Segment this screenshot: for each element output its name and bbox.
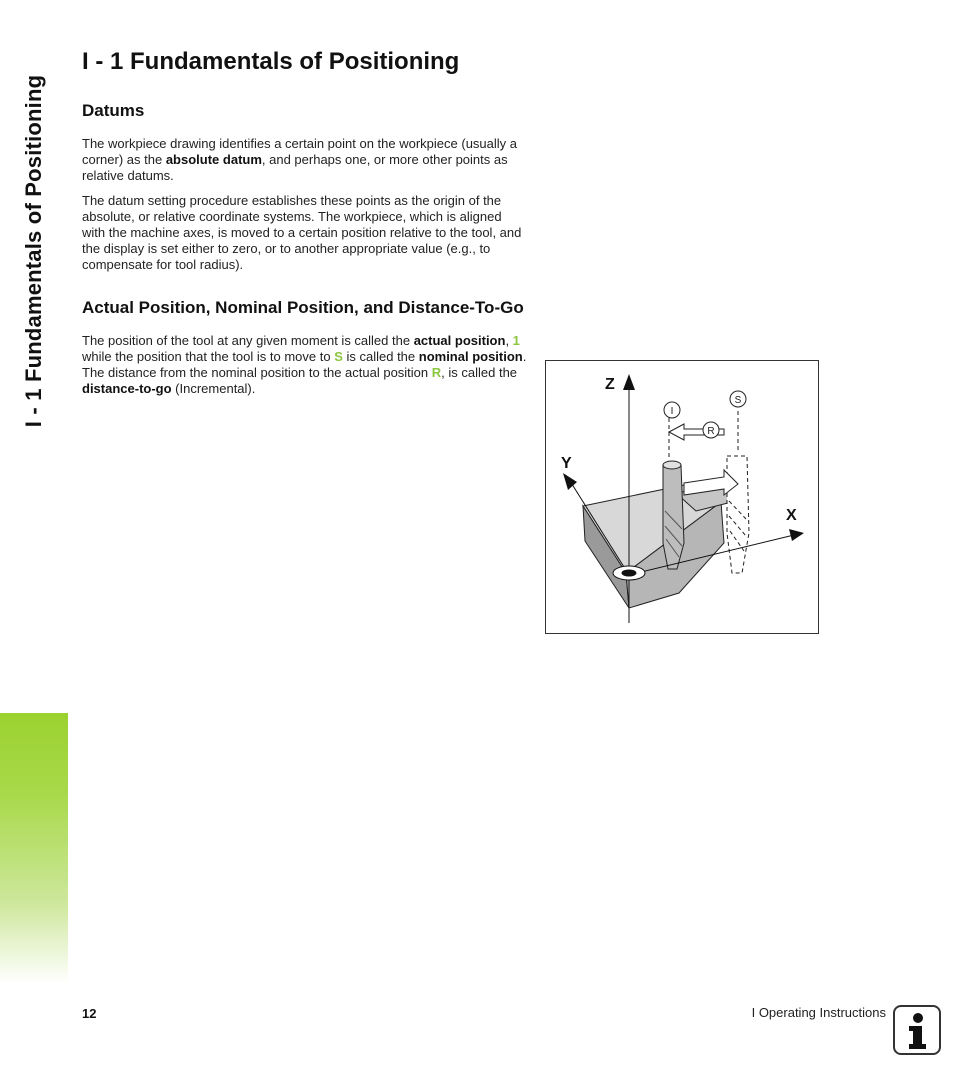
main-content xyxy=(82,46,527,397)
axis-label-y: Y xyxy=(561,455,572,472)
tool-actual xyxy=(663,465,684,569)
actual-position-paragraph: The position of the tool at any given moment is called the actual position, 1 while the position that the tool is to move to S is called the nominal position. The distance from the nominal position to the actual position R, is called the distance-to-go (Incremental). xyxy=(82,332,527,397)
section-heading-datums: Datums xyxy=(82,101,145,120)
info-icon xyxy=(893,1005,941,1055)
marker-label-s: S xyxy=(734,395,742,406)
z-axis-arrowhead xyxy=(623,374,635,390)
coordinate-diagram-svg xyxy=(546,361,818,633)
datums-paragraph-2: The datum setting procedure establishes these points as the origin of the absolute, or relative coordinate systems. The workpiece, which is aligned with the machine axes, is moved to a certain position relative to the tool, and the display is set either to zero, or to another appropriate value (e.g., to compensate for tool radius). xyxy=(82,192,522,273)
section-heading-actual-position: Actual Position, Nominal Position, and Distance-To-Go xyxy=(82,297,524,317)
page-title: I - 1 Fundamentals of Positioning xyxy=(82,48,460,75)
axis-label-x: X xyxy=(786,507,797,524)
marker-label-r: R xyxy=(707,426,715,437)
tool-nominal xyxy=(727,456,749,573)
vertical-chapter-title: I - 1 Fundamentals of Positioning xyxy=(21,74,46,428)
y-axis-arrowhead xyxy=(563,473,577,490)
page-number: 12 xyxy=(82,1006,97,1021)
chapter-color-bar xyxy=(0,713,68,983)
coordinate-diagram xyxy=(545,360,819,634)
chapter-footer: I Operating Instructions xyxy=(751,1005,886,1020)
axis-label-z: Z xyxy=(605,376,615,393)
x-axis-arrowhead xyxy=(789,529,804,541)
datums-paragraph-1: The workpiece drawing identifies a certain point on the workpiece (usually a corner) as the absolute datum, and perhaps one, or more other points as relative datums. xyxy=(82,136,518,184)
marker-label-i: I xyxy=(670,406,674,417)
